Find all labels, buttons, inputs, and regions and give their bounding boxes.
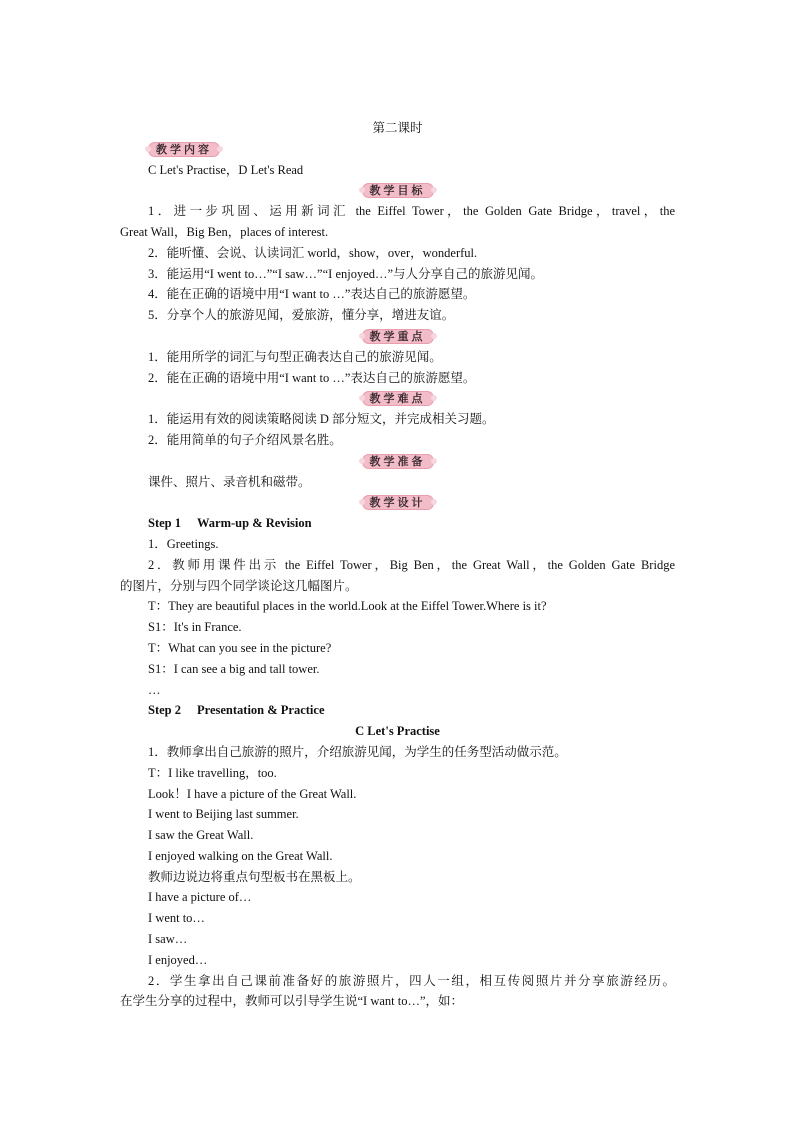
key-point-2: 2．能在正确的语境中用“I want to …”表达自己的旅游愿望。 <box>148 370 476 385</box>
objective-2: 2．能听懂、会说、认读词汇 world，show，over，wonderful. <box>148 245 478 260</box>
objective-4: 4．能在正确的语境中用“I want to …”表达自己的旅游愿望。 <box>148 287 476 302</box>
teacher-line: I saw the Great Wall. <box>148 828 254 843</box>
step2-item-2-cont: 在学生分享的过程中，教师可以引导学生说“I want to…”，如： <box>120 994 464 1009</box>
page-title: 第二课时 <box>372 121 423 135</box>
step1-item-2: 2．教师用课件出示 the Eiffel Tower，Big Ben，the Great Wall，the Golden Gate Bridge <box>148 557 675 572</box>
section-badge: 教学目标 <box>362 183 434 198</box>
teacher-note: 教师边说边将重点句型板书在黑板上。 <box>148 869 361 884</box>
dialogue-line: T：What can you see in the picture? <box>148 640 332 655</box>
section-header-key-points <box>120 326 675 347</box>
dialogue-line: S1：I can see a big and tall tower. <box>148 661 320 676</box>
board-sentence: I enjoyed… <box>148 952 208 967</box>
difficulty-2: 2．能用简单的句子介绍风景名胜。 <box>148 432 342 447</box>
step1-item-1: 1．Greetings. <box>148 536 219 551</box>
board-sentence: I went to… <box>148 911 205 926</box>
teacher-line: I went to Beijing last summer. <box>148 807 299 822</box>
objective-1: 1．进一步巩固、运用新词汇 the Eiffel Tower，the Golden Gate Bridge，travel，the <box>148 204 675 219</box>
section-header-difficulties <box>120 388 675 409</box>
dialogue-ellipsis: … <box>148 682 161 697</box>
step2-item-1: 1．教师拿出自己旅游的照片，介绍旅游见闻，为学生的任务型活动做示范。 <box>148 744 567 759</box>
dialogue-line: S1：It's in France. <box>148 620 242 635</box>
document-body <box>120 118 675 1012</box>
content-text: C Let's Practise，D Let's Read <box>148 162 304 177</box>
key-point-1: 1．能用所学的词汇与句型正确表达自己的旅游见闻。 <box>148 349 442 364</box>
objective-1-cont: Great Wall，Big Ben，places of interest. <box>120 224 329 239</box>
teacher-line: Look！I have a picture of the Great Wall. <box>148 786 357 801</box>
section-header-design <box>120 492 675 513</box>
section-badge: 教学难点 <box>362 391 434 406</box>
section-header-preparation <box>120 451 675 472</box>
section-header-content <box>120 139 675 160</box>
step1-label: Step 1 <box>148 516 181 531</box>
step1-name: Warm-up & Revision <box>197 516 312 531</box>
step2-subtitle: C Let's Practise <box>355 724 440 739</box>
preparation-text: 课件、照片、录音机和磁带。 <box>148 474 311 489</box>
step2-name: Presentation & Practice <box>197 703 325 718</box>
step2-label: Step 2 <box>148 703 181 718</box>
objective-5: 5．分享个人的旅游见闻，爱旅游，懂分享，增进友谊。 <box>148 308 455 323</box>
section-badge: 教学准备 <box>362 454 434 469</box>
step1-item-2-cont: 的图片，分别与四个同学谈论这几幅图片。 <box>120 578 358 593</box>
difficulty-1: 1．能运用有效的阅读策略阅读 D 部分短文，并完成相关习题。 <box>148 412 495 427</box>
teacher-line: I enjoyed walking on the Great Wall. <box>148 848 333 863</box>
step2-item-2: 2．学生拿出自己课前准备好的旅游照片，四人一组，相互传阅照片并分享旅游经历。 <box>148 973 675 988</box>
step1-heading <box>120 513 675 534</box>
objective-3: 3．能运用“I went to…”“I saw…”“I enjoyed…”与人分享自己的旅游见闻。 <box>148 266 544 281</box>
board-sentence: I saw… <box>148 932 188 947</box>
section-header-objectives <box>120 180 675 201</box>
board-sentence: I have a picture of… <box>148 890 252 905</box>
teacher-line: T：I like travelling，too. <box>148 765 277 780</box>
section-badge: 教学设计 <box>362 495 434 510</box>
section-badge: 教学重点 <box>362 329 434 344</box>
dialogue-line: T：They are beautiful places in the world.Look at the Eiffel Tower.Where is it? <box>148 599 547 614</box>
step2-heading <box>120 700 675 721</box>
section-badge: 教学内容 <box>148 142 220 157</box>
